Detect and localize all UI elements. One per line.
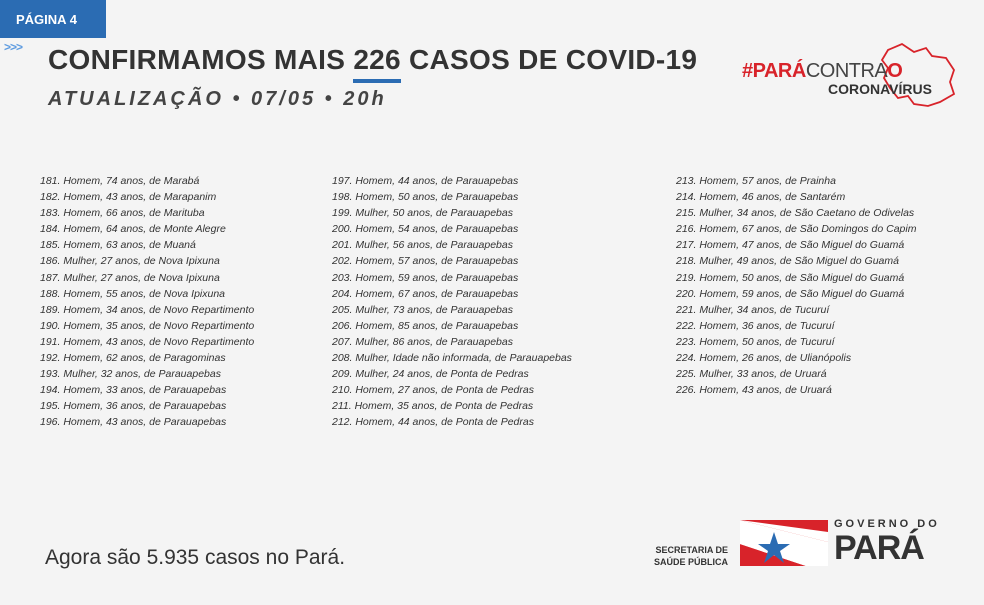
case-entry: 196. Homem, 43 anos, de Parauapebas: [40, 416, 227, 429]
case-entry: 184. Homem, 64 anos, de Monte Alegre: [40, 223, 226, 236]
case-entry: 203. Homem, 59 anos, de Parauapebas: [332, 271, 519, 284]
case-entry: 217. Homem, 47 anos, de São Miguel do Guamá: [676, 239, 905, 252]
secretaria-line2: SAÚDE PÚBLICA: [653, 557, 728, 567]
case-entry: 225. Mulher, 33 anos, de Uruará: [676, 368, 827, 381]
gov-line2: PARÁ: [834, 529, 924, 567]
case-list-col2: [332, 173, 572, 431]
case-entry: 193. Mulher, 32 anos, de Parauapebas: [40, 368, 221, 381]
update-subtitle: ATUALIZAÇÃO • 07/05 • 20h: [48, 88, 387, 110]
case-entry: 191. Homem, 43 anos, de Novo Repartimento: [40, 335, 255, 348]
case-entry: 206. Homem, 85 anos, de Parauapebas: [332, 319, 519, 332]
governo-do-para-logo: [834, 518, 940, 566]
campaign-coronavirus: CORONAVÍRUS: [828, 81, 932, 97]
title-prefix: CONFIRMAMOS MAIS: [48, 44, 354, 75]
case-entry: 197. Homem, 44 anos, de Parauapebas: [332, 175, 519, 187]
case-list-col3: [676, 173, 916, 398]
case-entry: 220. Homem, 59 anos, de São Miguel do Guamá: [676, 287, 905, 300]
title-count: 226: [353, 44, 401, 75]
case-entry: 182. Homem, 43 anos, de Marapanim: [40, 191, 217, 204]
campaign-logo: [742, 60, 932, 97]
case-entry: 221. Mulher, 34 anos, de Tucuruí: [676, 303, 830, 316]
case-entry: 186. Mulher, 27 anos, de Nova Ipixuna: [40, 255, 220, 268]
case-entry: 208. Mulher, Idade não informada, de Parauapebas: [332, 352, 572, 365]
case-entry: 214. Homem, 46 anos, de Santarém: [676, 191, 846, 204]
case-entry: 189. Homem, 34 anos, de Novo Repartimento: [40, 303, 255, 316]
case-entry: 204. Homem, 67 anos, de Parauapebas: [332, 287, 519, 300]
case-entry: 213. Homem, 57 anos, de Prainha: [676, 175, 836, 187]
case-entry: 218. Mulher, 49 anos, de São Miguel do Guamá: [676, 255, 899, 268]
case-entry: 190. Homem, 35 anos, de Novo Repartimento: [40, 319, 255, 332]
chevrons-decoration: >>>: [4, 40, 23, 54]
total-cases-text: Agora são 5.935 casos no Pará.: [45, 546, 346, 569]
case-entry: 216. Homem, 67 anos, de São Domingos do Capim: [676, 223, 917, 236]
secretaria-label: [640, 544, 728, 568]
case-entry: 200. Homem, 54 anos, de Parauapebas: [332, 223, 519, 236]
case-entry: 198. Homem, 50 anos, de Parauapebas: [332, 191, 519, 204]
case-entry: 205. Mulher, 73 anos, de Parauapebas: [332, 303, 513, 316]
secretaria-line1: SECRETARIA DE: [655, 545, 728, 555]
case-list-col1: [40, 173, 254, 431]
case-entry: 188. Homem, 55 anos, de Nova Ipixuna: [40, 287, 226, 300]
case-entry: 187. Mulher, 27 anos, de Nova Ipixuna: [40, 271, 220, 284]
case-entry: 222. Homem, 36 anos, de Tucuruí: [676, 319, 835, 332]
case-entry: 199. Mulher, 50 anos, de Parauapebas: [332, 207, 513, 220]
page-tag: PÁGINA 4: [0, 0, 106, 38]
case-entry: 212. Homem, 44 anos, de Ponta de Pedras: [332, 416, 534, 429]
gov-line1: GOVERNO DO: [834, 518, 940, 530]
case-entry: 183. Homem, 66 anos, de Marituba: [40, 207, 205, 220]
case-entry: 185. Homem, 63 anos, de Muaná: [40, 239, 196, 252]
case-entry: 223. Homem, 50 anos, de Tucuruí: [676, 335, 835, 348]
title-suffix: CASOS DE COVID-19: [400, 44, 698, 75]
campaign-hash: #: [742, 60, 753, 82]
case-entry: 207. Mulher, 86 anos, de Parauapebas: [332, 335, 513, 348]
case-entry: 195. Homem, 36 anos, de Parauapebas: [40, 400, 227, 413]
campaign-o: O: [887, 60, 903, 82]
case-entry: 209. Mulher, 24 anos, de Ponta de Pedras: [332, 368, 529, 381]
case-entry: 210. Homem, 27 anos, de Ponta de Pedras: [332, 384, 534, 397]
case-entry: 194. Homem, 33 anos, de Parauapebas: [40, 384, 227, 397]
campaign-contra: CONTRA: [805, 60, 888, 82]
page-title: [48, 44, 697, 76]
case-entry: 226. Homem, 43 anos, de Uruará: [676, 384, 832, 397]
case-entry: 224. Homem, 26 anos, de Ulianópolis: [676, 352, 852, 365]
case-entry: 211. Homem, 35 anos, de Ponta de Pedras: [332, 400, 534, 413]
case-entry: 202. Homem, 57 anos, de Parauapebas: [332, 255, 519, 268]
para-flag-icon: [740, 520, 828, 566]
case-entry: 192. Homem, 62 anos, de Paragominas: [40, 352, 226, 365]
case-entry: 201. Mulher, 56 anos, de Parauapebas: [332, 239, 513, 252]
campaign-para: PARÁ: [752, 60, 806, 82]
case-entry: 181. Homem, 74 anos, de Marabá: [40, 175, 200, 187]
case-entry: 219. Homem, 50 anos, de São Miguel do Guamá: [676, 271, 905, 284]
case-entry: 215. Mulher, 34 anos, de São Caetano de Odivelas: [676, 207, 915, 220]
